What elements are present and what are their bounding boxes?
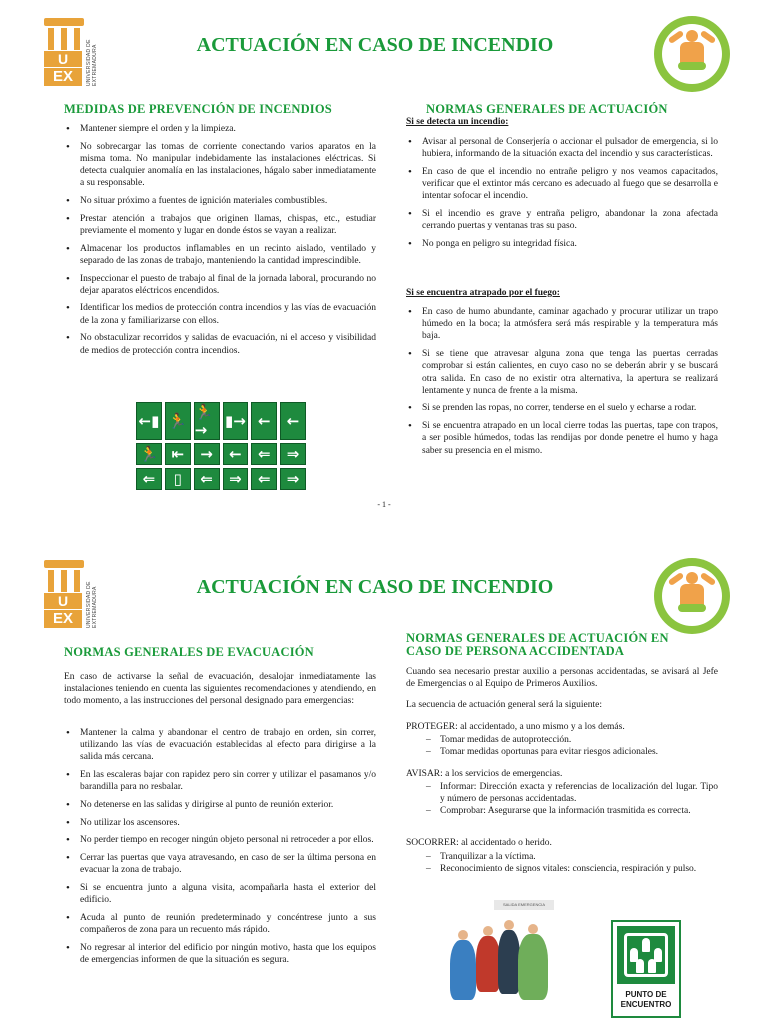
exit-sign-icon: ⇒ <box>280 468 306 490</box>
uex-logo: U EX UNIVERSIDAD DE EXTREMADURA <box>44 560 100 630</box>
protect-label: PROTEGER: al accidentado, a uno mismo y a los demás. <box>406 722 625 732</box>
list-item: – Reconocimiento de signos vitales: consciencia, respiración y pulso. <box>406 863 718 875</box>
list-item: • En caso de que el incendio no entrañe peligro y nos veamos capacitados, verificar que el extintor más cercano es adecuado al fuego que se desarrolla e intentar sofocar el incendio. <box>406 166 718 203</box>
list-item: • Si se encuentra atrapado en un local cierre todas las puertas, tape con trapos, a ser posible húmedos, todas las rendijas por donde penetre el humo y haga saber su presencia en el mismo. <box>406 420 718 457</box>
meeting-point-caption: PUNTO DE ENCUENTRO <box>620 990 672 1009</box>
exit-sign-icon: ▯ <box>165 468 191 490</box>
exit-sign-icon: 🏃→ <box>194 402 220 440</box>
list-item: – Tomar medidas oportunas para evitar riesgos adicionales. <box>406 746 718 758</box>
exit-sign-icon: ⇐ <box>194 468 220 490</box>
prevention-list <box>64 123 376 362</box>
meeting-point-sign <box>611 920 681 1018</box>
list-item: • Prestar atención a trabajos que originen llamas, chispas, etc., estudiar previamente el momento y lugar en donde éstos se vayan a realizar. <box>64 213 376 237</box>
injured-heading: NORMAS GENERALES DE ACTUACIÓN EN CASO DE PERSONA ACCIDENTADA <box>406 631 669 658</box>
list-item: • Si se encuentra junto a alguna visita, acompañarla hasta el exterior del edificio. <box>64 882 376 906</box>
list-item: • Mantener la calma y abandonar el centro de trabajo en orden, sin correr, utilizando las vías de evacuación establecidas al efecto para dirigirse a la salida más cercana. <box>64 727 376 764</box>
exit-sign-icon: ← <box>223 443 249 465</box>
evacuation-heading: NORMAS GENERALES DE EVACUACIÓN <box>64 645 314 659</box>
list-item: • Si se prenden las ropas, no correr, tenderse en el suelo y echarse a rodar. <box>406 402 718 414</box>
list-item: • Si el incendio es grave y entraña peligro, abandonar la zona afectada cerrando puertas y ventanas tras su paso. <box>406 208 718 232</box>
list-item: • No perder tiempo en recoger ningún objeto personal ni retroceder a por ellos. <box>64 834 376 846</box>
list-item: • No regresar al interior del edificio por ningún motivo, hasta que los equipos de emergencias informen de que la situación es segura. <box>64 942 376 966</box>
exit-sign-icon: 🏃 <box>165 402 191 440</box>
list-item: • Almacenar los productos inflamables en un recinto aislado, ventilado y separado de las zonas de trabajo, manteniendo la cantidad imprescindible. <box>64 243 376 267</box>
list-item: • Si se tiene que atravesar alguna zona que tenga las puertas cerradas comprobar si están calientes, en cuyo caso no se deberán abrir y se buscará otra salida. En caso de no existir otra alternativa, la apertura se realizará lentamente y nunca de frente a la misma. <box>406 348 718 397</box>
exit-sign-icon: ⇐ <box>251 468 277 490</box>
list-item: • En las escaleras bajar con rapidez pero sin correr y utilizar el pasamanos y/o barandilla para no resbalar. <box>64 769 376 793</box>
exit-sign-icon: ⇒ <box>223 468 249 490</box>
avisar-label: AVISAR: a los servicios de emergencias. <box>406 769 563 779</box>
page-number: - 1 - <box>377 500 391 509</box>
list-item: – Comprobar: Asegurarse que la información trasmitida es correcta. <box>406 805 718 817</box>
socorrer-list <box>406 851 718 875</box>
list-item: • No ponga en peligro su integridad física. <box>406 238 718 250</box>
list-item: • Identificar los medios de protección contra incendios y las vías de evacuación de la zona y familiarizarse con ellos. <box>64 302 376 326</box>
uex-logo: U EX UNIVERSIDAD DE EXTREMADURA <box>44 18 100 88</box>
protect-list <box>406 734 718 758</box>
list-item: • Cerrar las puertas que vaya atravesando, en caso de ser la última persona en evacuar la zona de trabajo. <box>64 852 376 876</box>
health-logo <box>654 558 730 634</box>
list-item: – Tomar medidas de autoprotección. <box>406 734 718 746</box>
exit-sign-icon: ⇐ <box>136 468 162 490</box>
evacuation-crowd-illustration <box>440 900 560 1018</box>
exit-sign-icon: ←▮ <box>136 402 162 440</box>
list-item: • Acuda al punto de reunión predeterminado y concéntrese junto a sus compañeros de zona para un recuento más rápido. <box>64 912 376 936</box>
prevention-heading: MEDIDAS DE PREVENCIÓN DE INCENDIOS <box>64 102 332 116</box>
evacuation-intro: En caso de activarse la señal de evacuación, desalojar inmediatamente las instalaciones teniendo en cuenta las siguientes recomendaciones y atendiendo, en todo momento, a las instrucciones del personal designado para emergencias: <box>64 672 376 707</box>
fire-detected-list <box>406 136 718 256</box>
list-item: • No obstaculizar recorridos y salidas de evacuación, ni el acceso y visibilidad de medios de protección contra incendios. <box>64 332 376 356</box>
trapped-list <box>406 306 718 462</box>
fire-detected-subheading: Si se detecta un incendio: <box>406 117 509 127</box>
exit-sign-icon: ⇒ <box>280 443 306 465</box>
list-item: • No situar próximo a fuentes de ignición materiales combustibles. <box>64 195 376 207</box>
list-item: • No sobrecargar las tomas de corriente conectando varios aparatos en la misma toma. No manipular indebidamente las instalaciones eléctricas. Si detecta cualquier anomalía en las instalaciones, hágalo saber inmediatamente a su responsable. <box>64 141 376 190</box>
list-item: • No utilizar los ascensores. <box>64 817 376 829</box>
emergency-exit-board: SALIDA EMERGENCIA <box>494 900 554 910</box>
exit-sign-icon: ⇐ <box>251 443 277 465</box>
health-logo <box>654 16 730 92</box>
list-item: – Informar: Dirección exacta y referencias de localización del lugar. Tipo y número de personas accidentadas. <box>406 781 718 805</box>
list-item: • Mantener siempre el orden y la limpieza. <box>64 123 376 135</box>
meeting-point-icon <box>617 926 675 984</box>
list-item: • No detenerse en las salidas y dirigirse al punto de reunión exterior. <box>64 799 376 811</box>
socorrer-label: SOCORRER: al accidentado o herido. <box>406 838 552 848</box>
list-item: • En caso de humo abundante, caminar agachado y procurar utilizar un trapo húmedo en la boca; la atmósfera será más respirable y la temperatura más baja. <box>406 306 718 343</box>
exit-sign-icon: 🏃 <box>136 443 162 465</box>
exit-sign-icon: ← <box>251 402 277 440</box>
injured-intro: Cuando sea necesario prestar auxilio a personas accidentadas, se avisará al Jefe de Emergencias o al Equipo de Primeros Auxilios. <box>406 667 718 690</box>
page-title: ACTUACIÓN EN CASO DE INCENDIO <box>196 576 554 598</box>
evacuation-signs-panel <box>136 402 306 490</box>
evacuation-list <box>64 727 376 972</box>
exit-sign-icon: ▮→ <box>223 402 249 440</box>
avisar-list <box>406 781 718 818</box>
exit-sign-icon: ⇤ <box>165 443 191 465</box>
exit-sign-icon: ← <box>280 402 306 440</box>
list-item: – Tranquilizar a la víctima. <box>406 851 718 863</box>
exit-sign-icon: → <box>194 443 220 465</box>
actuation-heading: NORMAS GENERALES DE ACTUACIÓN <box>426 102 668 116</box>
list-item: • Avisar al personal de Conserjería o accionar el pulsador de emergencia, si lo hubiera, informando de la situación exacta del incendio y sus características. <box>406 136 718 160</box>
page-title: ACTUACIÓN EN CASO DE INCENDIO <box>196 34 554 56</box>
sequence-label: La secuencia de actuación general será la siguiente: <box>406 700 602 710</box>
trapped-subheading: Si se encuentra atrapado por el fuego: <box>406 288 560 298</box>
list-item: • Inspeccionar el puesto de trabajo al final de la jornada laboral, procurando no dejar aparatos eléctricos encendidos. <box>64 273 376 297</box>
